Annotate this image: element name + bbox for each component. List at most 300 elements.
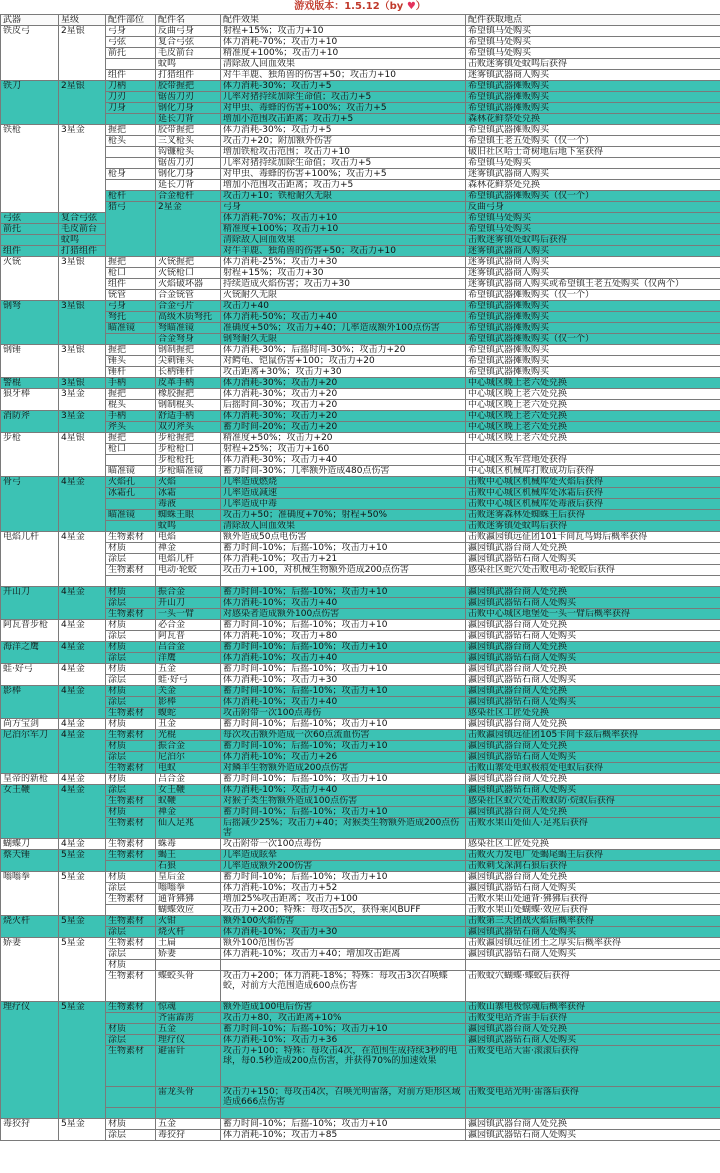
part-source-cell: 希望镇武器摊贩购买（仅一个） (466, 191, 720, 202)
table-row (1, 334, 720, 345)
table-row (1, 1108, 720, 1119)
part-slot-cell (106, 147, 156, 158)
star-rating-cell: 4星金 (59, 532, 106, 587)
part-name-cell: 电蚁 (156, 763, 221, 774)
part-slot-cell: 枪口 (106, 268, 156, 279)
star-rating-cell: 3星金 (59, 125, 106, 213)
table-row (1, 576, 720, 587)
part-slot-cell: 枪杆 (106, 191, 156, 202)
star-rating-cell: 4星金 (59, 477, 106, 532)
part-source-cell: 希望镇武器摊贩购买 (466, 103, 720, 114)
part-slot-cell (106, 576, 156, 587)
part-name-cell: 石狼 (156, 861, 221, 872)
part-effect-cell: 体力消耗-10%；攻击力+40 (221, 653, 466, 664)
part-name-cell: 火焰破坏器 (156, 279, 221, 290)
part-name-cell: 复合弓弦 (156, 37, 221, 48)
part-slot-cell: 材质 (106, 543, 156, 554)
part-name-cell: 火钳 (156, 916, 221, 927)
part-source-cell: 希望镇马处购买 (466, 213, 720, 224)
part-source-cell: 迷雾镇武器商人购买 (466, 268, 720, 279)
part-slot-cell (106, 861, 156, 872)
table-row (1, 37, 720, 48)
part-name-cell: 三叉枪头 (156, 136, 221, 147)
table-row (1, 48, 720, 59)
weapon-name-cell: 骨弓 (1, 477, 59, 532)
part-source-cell: 击败瀛园镇远征团土之厚实后概率获得 (466, 938, 720, 949)
part-source-cell: 希望镇马处购买 (466, 26, 720, 37)
part-name-cell: 步枪瞄准镜 (156, 466, 221, 477)
part-name-cell: 洋鹰 (156, 653, 221, 664)
star-rating-cell: 4星金 (59, 620, 106, 642)
table-row (1, 653, 720, 664)
part-slot-cell: 弓弦 (1, 213, 59, 224)
part-effect-cell: 对感染者造成额外100点伤害 (221, 609, 466, 620)
part-name-cell: 电动·轮蛟 (156, 565, 221, 576)
table-row (1, 1087, 720, 1108)
part-name-cell: 五金 (156, 1119, 221, 1130)
part-slot-cell: 涂层 (106, 1035, 156, 1046)
part-name-cell: 步枪握把 (156, 433, 221, 444)
part-source-cell: 希望镇武器摊贩购买 (466, 125, 720, 136)
part-slot-cell: 组件 (106, 279, 156, 290)
part-effect-cell: 体力消耗-10%；攻击力+30 (221, 675, 466, 686)
part-effect-cell: 攻击力+150；每攻击4次，召唤光明雷落，对前方矩形区域造成666点伤害 (221, 1087, 466, 1108)
part-slot-cell: 生物素材 (106, 971, 156, 1002)
table-row (1, 312, 720, 323)
part-name-cell: 毛皮箭台 (59, 224, 106, 235)
part-source-cell: 迷雾镇武器商人购买或希望镇王老五处购买（仅两个） (466, 279, 720, 290)
part-source-cell: 瀛园镇武器台商人处兑换 (466, 686, 720, 697)
part-name-cell: 反曲弓身 (466, 202, 720, 213)
part-effect-cell: 蓄力时间-30%；几率额外造成480点伤害 (221, 466, 466, 477)
part-slot-cell: 生物素材 (106, 894, 156, 905)
table-row (1, 268, 720, 279)
part-name-cell: 步枪枪口 (156, 444, 221, 455)
table-row (1, 543, 720, 554)
part-slot-cell: 材质 (106, 741, 156, 752)
part-slot-cell: 材质 (106, 1024, 156, 1035)
part-effect-cell: 蓄力时间-10%；后摇-10%；攻击力+10 (221, 543, 466, 554)
part-effect-cell: 攻击力+20；附加额外伤害 (221, 136, 466, 147)
part-effect-cell: 攻击力+100；特殊：每攻击4次，在范围生成持续3秒的电球，每0.5秒造成200点伤害，并获得70%的加速效果 (221, 1046, 466, 1087)
part-name-cell: 阿瓦普 (156, 631, 221, 642)
part-slot-cell: 涂层 (106, 598, 156, 609)
table-row (1, 1002, 720, 1013)
part-name-cell: 钢化刀身 (156, 103, 221, 114)
part-source-cell: 瀛园镇武器台商人处兑换 (466, 1119, 720, 1130)
part-source-cell: 希望镇武器摊贩购买（仅一个） (466, 334, 720, 345)
part-source-cell: 瀛园镇武器台商人处兑换 (466, 543, 720, 554)
table-row (1, 642, 720, 653)
part-source-cell: 希望镇马处购买 (466, 37, 720, 48)
part-name-cell: 钢制握把 (156, 345, 221, 356)
part-source-cell: 感染社区蛇穴处击败电动·轮蛟后获得 (466, 565, 720, 576)
part-name-cell: 禅金 (156, 543, 221, 554)
table-row (1, 433, 720, 444)
part-effect-cell: 蓄力时间-20%；攻击力+20 (221, 422, 466, 433)
part-slot-cell: 枪口 (106, 444, 156, 455)
part-source-cell: 瀛园镇武器台商人处兑换 (466, 774, 720, 785)
part-slot-cell: 锤头 (106, 356, 156, 367)
table-row (1, 510, 720, 521)
part-source-cell: 希望镇武器摊贩购买 (466, 301, 720, 312)
weapon-name-cell: 女王鞭 (1, 785, 59, 839)
part-slot-cell (1, 235, 59, 246)
part-name-cell: 振合金 (156, 741, 221, 752)
part-source-cell: 中心城区机械库打败成功后获得 (466, 466, 720, 477)
part-effect-cell: 几率造成燃烧 (221, 477, 466, 488)
part-slot-cell: 生物素材 (106, 1046, 156, 1087)
part-effect-cell: 攻击力+100，对机械生物额外造成200点伤害 (221, 565, 466, 576)
table-row (1, 191, 720, 202)
weapon-name-cell: 步枪 (1, 433, 59, 477)
part-effect-cell: 蓄力时间-10%；后摇-10%；攻击力+10 (221, 774, 466, 785)
part-name-cell: 开山刀 (156, 598, 221, 609)
part-source-cell: 感染社区工匠处兑换 (466, 839, 720, 850)
part-effect-cell: 攻击力+200；体力消耗-18%；特殊：每攻击3次召唤蝶蛟，对前方大范围造成600点伤害 (221, 971, 466, 1002)
part-source-cell: 瀛园镇武器钻石商人处购买 (466, 697, 720, 708)
part-name-cell: 蝶蛟头骨 (156, 971, 221, 1002)
part-name-cell: 舒适手柄 (156, 411, 221, 422)
part-effect-cell: 额外100火焰伤害 (221, 916, 466, 927)
table-row (1, 114, 720, 125)
part-source-cell: 瀛园镇武器台商人处兑换 (466, 872, 720, 883)
part-source-cell: 中心城区晚上老六处兑换 (466, 400, 720, 411)
table-row (1, 971, 720, 1002)
part-effect-cell: 后摇减少25%；攻击力+40；对猴类生物额外造成200点伤害 (221, 818, 466, 839)
table-row (1, 521, 720, 532)
part-name-cell: 合金枪杆 (156, 191, 221, 202)
table-row (1, 675, 720, 686)
weapon-name-cell: 开山刀 (1, 587, 59, 620)
part-source-cell: 中心城区晚上老六处兑换 (466, 433, 720, 444)
part-source-cell: 希望镇马处购买 (466, 48, 720, 59)
part-name-cell: 蚁鞭 (156, 796, 221, 807)
part-name-cell: 尼泊尔 (156, 752, 221, 763)
column-header: 配件获取地点 (466, 15, 720, 26)
part-slot-cell: 涂层 (106, 554, 156, 565)
part-slot-cell: 枪头 (106, 136, 156, 147)
weapon-name-cell: 铁皮弓 (1, 26, 59, 81)
part-source-cell: 希望镇马处购买 (466, 158, 720, 169)
table-row (1, 411, 720, 422)
table-row (1, 488, 720, 499)
star-rating-cell: 4星金 (59, 664, 106, 686)
table-row (1, 389, 720, 400)
part-name-cell: 火焰 (156, 477, 221, 488)
part-slot-cell (106, 521, 156, 532)
part-slot-cell: 冰霜孔 (106, 488, 156, 499)
part-effect-cell: 准确度+50%；攻击力+40；几率造成额外100点伤害 (221, 323, 466, 334)
part-effect-cell: 清除敌人回血效果 (221, 521, 466, 532)
part-source-cell: 击败水果山处蝴蝶·效应后获得 (466, 905, 720, 916)
part-source-cell: 击败水果山处通背·狒狒后获得 (466, 894, 720, 905)
table-row (1, 532, 720, 543)
table-row (1, 257, 720, 268)
part-name-cell: 蝴蝶效应 (156, 905, 221, 916)
table-row (1, 169, 720, 180)
part-name-cell: 皇后金 (156, 872, 221, 883)
part-effect-cell: 精准度+50%；攻击力+20 (221, 433, 466, 444)
part-effect-cell: 增加25%攻击距离；攻击力+100 (221, 894, 466, 905)
part-slot-cell (106, 180, 156, 191)
part-name-cell: 合金铳管 (156, 290, 221, 301)
star-rating-cell: 4星金 (59, 774, 106, 785)
table-row (1, 554, 720, 565)
part-slot-cell: 涂层 (106, 883, 156, 894)
part-source-cell: 希望镇武器摊贩购买 (466, 345, 720, 356)
table-row (1, 400, 720, 411)
part-name-cell: 烧火杆 (156, 927, 221, 938)
table-row (1, 92, 720, 103)
part-source-cell: 击败迷雾镇处蚊鸣后获得 (466, 59, 720, 70)
star-rating-cell: 4星金 (59, 785, 106, 839)
part-effect-cell: 增加小范围攻击距离；攻击力+5 (221, 180, 466, 191)
part-slot-cell (106, 1087, 156, 1108)
part-slot-cell: 手柄 (106, 411, 156, 422)
part-effect-cell: 射程+25%；攻击力+160 (221, 444, 466, 455)
star-rating-cell: 3星银 (59, 257, 106, 301)
part-effect-cell: 体力消耗-10%；攻击力+40；增加攻击距离 (221, 949, 466, 960)
part-slot-cell: 材质 (106, 686, 156, 697)
part-name-cell: 五金 (156, 664, 221, 675)
weapon-name-cell: 狼牙棒 (1, 389, 59, 411)
part-slot-cell: 弓身 (106, 301, 156, 312)
part-name-cell: 蛛毒 (156, 839, 221, 850)
star-rating-cell: 3星银 (59, 345, 106, 378)
part-effect-cell (221, 1108, 466, 1119)
star-rating-cell: 4星金 (59, 730, 106, 774)
part-slot-cell: 生物素材 (106, 730, 156, 741)
part-source-cell (466, 1108, 720, 1119)
table-row (1, 741, 720, 752)
table-row (1, 81, 720, 92)
weapon-name-cell: 蔡天锤 (1, 850, 59, 872)
part-slot-cell: 弩托 (106, 312, 156, 323)
table-row (1, 444, 720, 455)
part-effect-cell: 体力消耗-10%；攻击力+30 (221, 927, 466, 938)
table-row (1, 752, 720, 763)
table-row (1, 1046, 720, 1087)
part-source-cell: 迷雾镇武器商人购买 (466, 257, 720, 268)
part-slot-cell: 生物素材 (106, 796, 156, 807)
part-source-cell (466, 444, 720, 455)
table-row (1, 730, 720, 741)
part-name-cell: 振合金 (156, 587, 221, 598)
part-name-cell: 娇妻 (156, 949, 221, 960)
part-slot-cell: 涂层 (106, 752, 156, 763)
part-slot-cell: 生物素材 (106, 565, 156, 576)
part-name-cell: 锯齿刀刃 (156, 158, 221, 169)
part-source-cell: 瀛园镇武器台商人处兑换 (466, 741, 720, 752)
part-source-cell: 中心城区晚上老六处兑换 (466, 422, 720, 433)
part-source-cell: 中心城区晚上老六处兑换 (466, 411, 720, 422)
part-slot-cell: 涂层 (106, 1130, 156, 1141)
part-slot-cell: 生物素材 (106, 708, 156, 719)
part-effect-cell: 后摇时间-30%；攻击力+20 (221, 400, 466, 411)
part-effect-cell: 体力消耗-30%；攻击力+40 (221, 455, 466, 466)
part-slot-cell (106, 499, 156, 510)
part-name-cell: 钢制棍头 (156, 400, 221, 411)
part-source-cell: 瀛园镇武器钻石商人处购买 (466, 598, 720, 609)
column-header: 武器 (1, 15, 59, 26)
part-source-cell: 瀛园镇武器台商人处兑换 (466, 1024, 720, 1035)
part-slot-cell: 生物素材 (106, 850, 156, 861)
part-effect-cell: 对鳄龟、铠鼠伤害+100；攻击力+20 (221, 356, 466, 367)
part-source-cell: 感染社区工匠处兑换 (466, 708, 720, 719)
part-effect-cell: 持续造成火焰伤害；攻击力+30 (221, 279, 466, 290)
part-name-cell: 胶带握把 (156, 125, 221, 136)
weapon-parts-table (0, 14, 720, 1141)
part-slot-cell (106, 1108, 156, 1119)
part-slot-cell: 涂层 (106, 631, 156, 642)
part-source-cell: 击败水果山处仙人·足兆后获得 (466, 818, 720, 839)
part-effect-cell: 体力消耗-50%；攻击力+40 (221, 312, 466, 323)
table-row (1, 367, 720, 378)
part-slot-cell: 刀身 (106, 103, 156, 114)
part-effect-cell: 精准度+100%；攻击力+10 (221, 48, 466, 59)
part-source-cell: 瀛园镇武器钻石商人处购买 (466, 631, 720, 642)
part-name-cell: 蜘蛛王眼 (156, 510, 221, 521)
weapon-name-cell: 尼泊尔军刀 (1, 730, 59, 774)
part-effect-cell: 几率造成额外200伤害 (221, 861, 466, 872)
weapon-name-cell: 铁刀 (1, 81, 59, 125)
weapon-name-cell: 蝴蝶刀 (1, 839, 59, 850)
part-source-cell: 击败变电站光明·雷落后获得 (466, 1087, 720, 1108)
title-suffix: ） (415, 1, 426, 12)
part-source-cell: 希望镇武器摊贩购买 (466, 356, 720, 367)
part-name-cell: 反曲弓身 (156, 26, 221, 37)
star-rating-cell: 4星银 (59, 433, 106, 477)
part-name-cell: 蛙·好弓 (156, 675, 221, 686)
table-row (1, 180, 720, 191)
part-slot-cell: 生物素材 (106, 1002, 156, 1013)
table-row (1, 202, 720, 213)
part-name-cell: 高级木质弩托 (156, 312, 221, 323)
table-row (1, 949, 720, 960)
part-effect-cell: 体力消耗-10%；攻击力+36 (221, 1035, 466, 1046)
part-effect-cell: 体力消耗-30%；攻击力+20 (221, 378, 466, 389)
part-name-cell: 火铳握把 (156, 257, 221, 268)
table-row (1, 290, 720, 301)
part-slot-cell: 手柄 (106, 378, 156, 389)
part-effect-cell: 蓄力时间-10%；后摇-10%；攻击力+10 (221, 872, 466, 883)
part-effect-cell: 体力消耗-30%；攻击力+5 (221, 125, 466, 136)
weapon-name-cell: 消防斧 (1, 411, 59, 433)
star-rating-cell: 5星金 (59, 872, 106, 916)
part-name-cell: 皮革手柄 (156, 378, 221, 389)
part-slot-cell (106, 455, 156, 466)
part-effect-cell: 蓄力时间-10%；后摇-10%；攻击力+10 (221, 620, 466, 631)
part-name-cell: 胶带握把 (156, 81, 221, 92)
part-name-cell (156, 1108, 221, 1119)
table-row (1, 719, 720, 730)
star-rating-cell: 5星金 (59, 938, 106, 1002)
part-name-cell: 冰霜 (156, 488, 221, 499)
part-slot-cell: 弓弦 (106, 37, 156, 48)
part-source-cell (466, 576, 720, 587)
part-name-cell: 延长刀背 (156, 114, 221, 125)
part-effect-cell: 体力消耗-30%；后摇时间-30%；攻击力+20 (221, 345, 466, 356)
weapon-name-cell: 娇妻 (1, 938, 59, 1002)
part-slot-cell: 材质 (106, 774, 156, 785)
weapon-name-cell: 猎弓 (106, 202, 156, 257)
part-slot-cell: 涂层 (106, 949, 156, 960)
part-source-cell: 瀛园镇武器钻石商人处购买 (466, 1035, 720, 1046)
table-row (1, 807, 720, 818)
part-source-cell: 希望镇武器摊贩购买（仅一个） (466, 290, 720, 301)
table-row (1, 1013, 720, 1024)
weapon-name-cell: 警棍 (1, 378, 59, 389)
part-effect-cell: 增加铁枪攻击范围；攻击力+10 (221, 147, 466, 158)
part-name-cell: 钢化刀身 (156, 169, 221, 180)
part-effect-cell: 蓄力时间-10%；后摇-10%；攻击力+10 (221, 686, 466, 697)
part-source-cell: 击败火力发电厂处蝎尾蝎王后获得 (466, 850, 720, 861)
table-row (1, 620, 720, 631)
part-effect-cell: 体力消耗-10%；攻击力+26 (221, 752, 466, 763)
part-name-cell: 一头一臂 (156, 609, 221, 620)
part-effect-cell: 攻击力+40 (221, 301, 466, 312)
part-source-cell: 瀛园镇武器钻石商人处购买 (466, 927, 720, 938)
star-rating-cell: 5星金 (59, 1002, 106, 1119)
part-slot-cell: 生物素材 (106, 609, 156, 620)
part-name-cell: 通背狒狒 (156, 894, 221, 905)
part-slot-cell: 生物素材 (106, 763, 156, 774)
part-name-cell (156, 960, 221, 971)
part-effect-cell: 蓄力时间-10%；后摇-10%；攻击力+10 (221, 642, 466, 653)
part-effect-cell: 体力消耗-70%；攻击力+10 (221, 213, 466, 224)
part-source-cell: 击败迷雾镇处蚊鸣后获得 (466, 235, 720, 246)
part-slot-cell: 箭托 (1, 224, 59, 235)
part-slot-cell: 箭托 (106, 48, 156, 59)
part-effect-cell: 几率造成中毒 (221, 499, 466, 510)
part-slot-cell: 瞄准镜 (106, 323, 156, 334)
table-header-row (1, 15, 720, 26)
table-row (1, 927, 720, 938)
part-effect-cell: 体力消耗-10%；攻击力+21 (221, 554, 466, 565)
part-name-cell: 必合金 (156, 620, 221, 631)
part-name-cell: 禅金 (156, 807, 221, 818)
table-row (1, 356, 720, 367)
star-rating-cell: 4星金 (59, 719, 106, 730)
part-effect-cell: 体力消耗-30%；攻击力+20 (221, 389, 466, 400)
part-slot-cell: 瞄准镜 (106, 466, 156, 477)
part-slot-cell (106, 114, 156, 125)
table-row (1, 686, 720, 697)
part-name-cell: 五金 (156, 1024, 221, 1035)
part-slot-cell: 组件 (106, 70, 156, 81)
part-slot-cell: 材质 (106, 664, 156, 675)
part-source-cell: 森林花鲜祭处兑换 (466, 180, 720, 191)
table-row (1, 1130, 720, 1141)
part-name-cell: 蚊鸣 (156, 521, 221, 532)
title-prefix: 游戏版本：1.5.12（by (294, 1, 407, 12)
table-row (1, 631, 720, 642)
part-source-cell: 瀛园镇武器钻石商人处购买 (466, 752, 720, 763)
star-rating-cell: 3星金 (59, 411, 106, 433)
part-slot-cell: 涂层 (106, 927, 156, 938)
table-row (1, 125, 720, 136)
weapon-name-cell: 钢弩 (1, 301, 59, 345)
table-row (1, 861, 720, 872)
part-name-cell: 火铳枪口 (156, 268, 221, 279)
weapon-name-cell: 影棒 (1, 686, 59, 719)
table-row (1, 565, 720, 576)
table-row (1, 818, 720, 839)
part-name-cell: 吕合金 (156, 642, 221, 653)
table-row (1, 477, 720, 488)
part-source-cell: 击败迷雾镇处蚊鸣后获得 (466, 521, 720, 532)
